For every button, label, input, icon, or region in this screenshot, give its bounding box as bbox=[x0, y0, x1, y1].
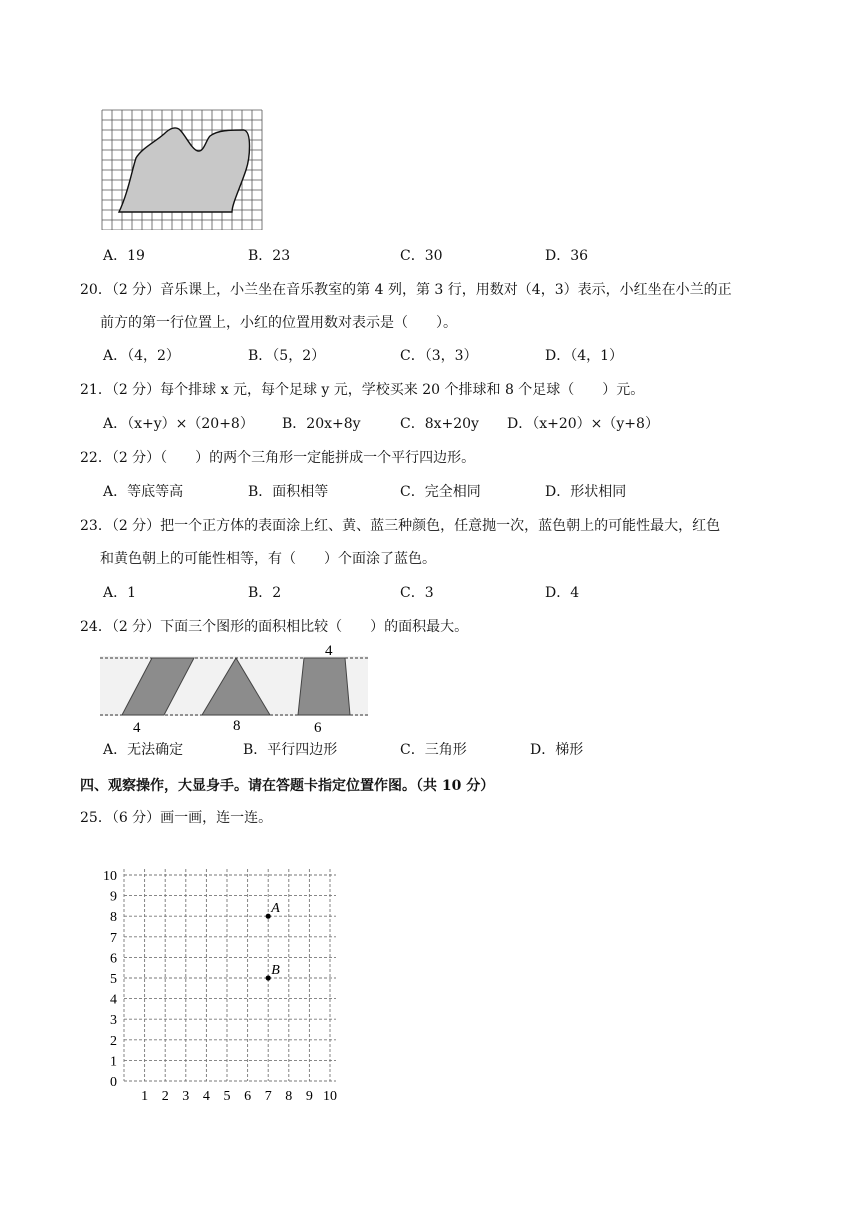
q19-option-c[interactable]: C．30 bbox=[400, 248, 443, 264]
y-tick-label: 6 bbox=[110, 951, 117, 967]
q24-option-c[interactable]: C．三角形 bbox=[400, 742, 467, 758]
q19-option-a[interactable]: A．19 bbox=[103, 248, 145, 264]
irregular-shape bbox=[119, 128, 250, 212]
point-b-dot bbox=[266, 975, 271, 980]
y-tick-label: 5 bbox=[110, 972, 117, 987]
x-tick-label: 9 bbox=[305, 1089, 313, 1104]
q21-option-d[interactable]: D．（x+20）×（y+8） bbox=[507, 416, 659, 432]
q21-option-b[interactable]: B．20x+8y bbox=[282, 416, 361, 432]
q21-option-c[interactable]: C．8x+20y bbox=[400, 416, 479, 432]
q25-stem-line1: 25．（6 分）画一画，连一连。 bbox=[80, 810, 273, 826]
trapezoid-shape bbox=[298, 658, 350, 715]
x-tick-label: 2 bbox=[161, 1089, 169, 1104]
coordinate-grid-figure[interactable] bbox=[100, 834, 350, 1106]
q23-option-c[interactable]: C．3 bbox=[400, 585, 434, 601]
trapezoid-bottom-label: 6 bbox=[314, 720, 322, 736]
q24-option-b[interactable]: B．平行四边形 bbox=[243, 742, 338, 758]
q22-option-d[interactable]: D．形状相同 bbox=[545, 484, 627, 500]
y-tick-label: 7 bbox=[110, 930, 117, 946]
point-a-label: A bbox=[271, 901, 280, 917]
y-tick-label: 3 bbox=[110, 1013, 117, 1029]
q22-option-c[interactable]: C．完全相同 bbox=[400, 484, 481, 500]
q24-option-d[interactable]: D．梯形 bbox=[530, 742, 584, 758]
q21-stem-line1: 21．（2 分）每个排球 x 元，每个足球 y 元，学校买来 20 个排球和 8 个足球（ ）元。 bbox=[80, 382, 645, 398]
y-tick-label: 9 bbox=[110, 889, 117, 905]
q20-option-d[interactable]: D．（4，1） bbox=[545, 348, 624, 364]
q23-stem-line1: 23．（2 分）把一个正方体的表面涂上红、黄、蓝三种颜色，任意抛一次，蓝色朝上的可能性最大，红色 bbox=[80, 518, 721, 534]
x-tick-label: 7 bbox=[264, 1089, 272, 1104]
q23-option-a[interactable]: A．1 bbox=[103, 585, 137, 601]
x-tick-label: 5 bbox=[223, 1089, 231, 1104]
three-shapes-figure bbox=[100, 642, 368, 736]
y-tick-label: 1 bbox=[110, 1054, 117, 1070]
x-tick-label: 6 bbox=[244, 1089, 252, 1104]
q19-option-d[interactable]: D．36 bbox=[545, 248, 589, 264]
x-tick-label: 8 bbox=[285, 1089, 293, 1104]
q22-option-a[interactable]: A．等底等高 bbox=[103, 484, 184, 500]
point-b-label: B bbox=[271, 963, 280, 978]
section-4-title: 四、观察操作，大显身手。请在答题卡指定位置作图。（共 10 分） bbox=[80, 778, 495, 794]
y-tick-label: 4 bbox=[110, 992, 117, 1008]
irregular-shape-grid-figure bbox=[100, 108, 264, 230]
x-tick-label: 3 bbox=[182, 1089, 190, 1104]
parallelogram-base-label: 4 bbox=[133, 720, 141, 736]
y-tick-label: 0 bbox=[110, 1075, 117, 1090]
triangle-base-label: 8 bbox=[233, 718, 241, 734]
q21-option-a[interactable]: A．（x+y）×（20+8） bbox=[103, 416, 254, 432]
q23-option-b[interactable]: B．2 bbox=[248, 585, 282, 601]
point-a-dot bbox=[266, 914, 271, 919]
trapezoid-top-label: 4 bbox=[325, 643, 333, 659]
q22-stem-line1: 22．（2 分）（ ）的两个三角形一定能拼成一个平行四边形。 bbox=[80, 450, 476, 466]
x-tick-label: 10 bbox=[323, 1089, 337, 1104]
x-tick-label: 4 bbox=[202, 1089, 210, 1104]
q24-stem-line1: 24．（2 分）下面三个图形的面积相比较（ ）的面积最大。 bbox=[80, 619, 469, 635]
x-tick-label: 1 bbox=[141, 1089, 149, 1104]
q20-stem-line1: 20．（2 分）音乐课上，小兰坐在音乐教室的第 4 列，第 3 行，用数对（4，3）表示，小红坐在小兰的正 bbox=[80, 282, 732, 298]
y-tick-label: 10 bbox=[103, 869, 117, 884]
q20-option-b[interactable]: B．（5，2） bbox=[248, 348, 326, 364]
q22-option-b[interactable]: B．面积相等 bbox=[248, 484, 329, 500]
q24-option-a[interactable]: A．无法确定 bbox=[103, 742, 184, 758]
y-tick-label: 2 bbox=[110, 1033, 117, 1049]
q20-stem-line2: 前方的第一行位置上，小红的位置用数对表示是（ ）。 bbox=[100, 315, 457, 331]
q19-option-b[interactable]: B．23 bbox=[248, 248, 291, 264]
q20-option-a[interactable]: A．（4，2） bbox=[103, 348, 180, 364]
y-tick-label: 8 bbox=[110, 910, 117, 926]
q23-option-d[interactable]: D．4 bbox=[545, 585, 580, 601]
q20-option-c[interactable]: C．（3，3） bbox=[400, 348, 478, 364]
q23-stem-line2: 和黄色朝上的可能性相等，有（ ）个面涂了蓝色。 bbox=[100, 551, 436, 567]
